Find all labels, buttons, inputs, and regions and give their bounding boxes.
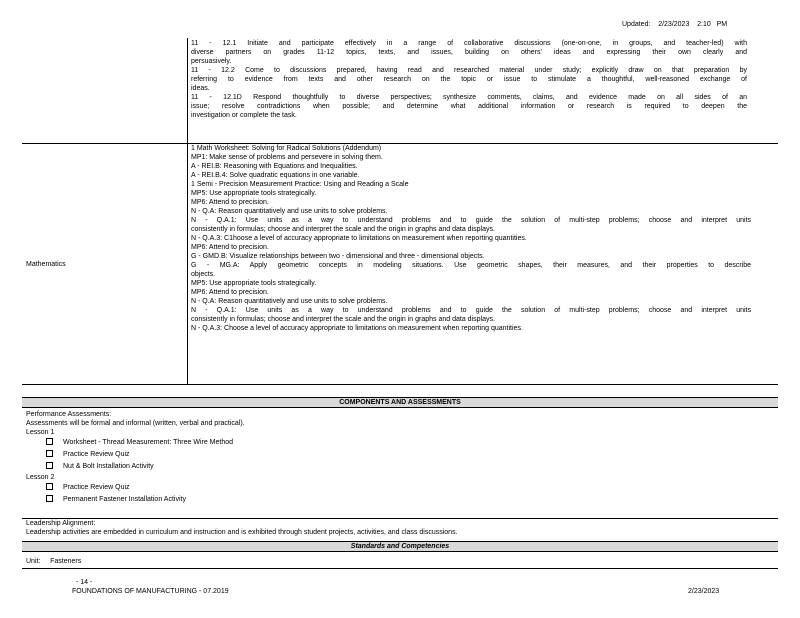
unit-row — [26, 557, 81, 566]
leadership-block — [26, 519, 766, 537]
standards-competencies-heading: Standards and Competencies — [22, 542, 778, 551]
updated-label: Updated: — [622, 21, 651, 28]
lesson-item: Nut & Bolt Installation Activity — [26, 461, 766, 473]
lesson-item: Permanent Fastener Installation Activity — [26, 494, 766, 506]
lesson-item: Worksheet - Thread Measurement: Three Wire Method — [26, 437, 766, 449]
lesson-item: Practice Review Quiz — [26, 482, 766, 494]
ela-line: 11 - 12.1D Respond thoughtfully to diverse perspectives; synthesize comments, claims, and evidence made on all sides of an — [191, 94, 747, 101]
subject-mathematics: Mathematics — [26, 261, 66, 268]
math-standards-block — [191, 144, 751, 333]
updated-timestamp — [622, 20, 727, 29]
checkbox-icon — [46, 438, 53, 445]
checkbox-icon — [46, 450, 53, 457]
ela-line: investigation or complete the task. — [191, 112, 297, 119]
footer-course: FOUNDATIONS OF MANUFACTURING - 07.2019 — [72, 588, 229, 595]
checkbox-icon — [46, 462, 53, 469]
ela-line: issue; resolve contradictions when possible; and determine what additional information or research is required to deepen the — [191, 103, 747, 110]
ela-line: 11 - 12.1 Initiate and participate effectively in a range of collaborative discussions (one-on-one, in groups, and teacher-led) with — [191, 40, 747, 47]
updated-meridiem: PM — [716, 21, 728, 28]
performance-assessments-block — [26, 410, 766, 506]
math-line: MP5: Use appropriate tools strategically. — [191, 280, 317, 287]
components-assessments-heading: COMPONENTS AND ASSESSMENTS — [22, 398, 778, 407]
math-line: N - Q.A: Reason quantitatively and use units to solve problems. — [191, 208, 388, 215]
leadership-text: Leadership activities are embedded in curriculum and instruction and is exhibited through student projects, activities, and class discussions. — [26, 529, 458, 536]
footer-page-number: - 14 - — [76, 579, 93, 586]
footer-date: 2/23/2023 — [688, 588, 720, 595]
math-line: MP6: Attend to precision. — [191, 199, 269, 206]
leadership-heading: Leadership Alignment: — [26, 520, 96, 527]
ela-line: persuasively. — [191, 58, 232, 65]
math-line: MP6: Attend to precision. — [191, 244, 269, 251]
performance-intro: Assessments will be formal and informal (written, verbal and practical). — [26, 420, 245, 427]
checkbox-icon — [46, 495, 53, 502]
components-bottom-line — [22, 407, 778, 408]
ela-line: 11 - 12.2 Come to discussions prepared, having read and researched material under study; explicitly draw on that preparation by — [191, 67, 747, 74]
lesson-label: Lesson 2 — [26, 474, 55, 481]
checkbox-icon — [46, 483, 53, 490]
ela-standards-block — [191, 39, 747, 120]
updated-time: 2:10 — [697, 21, 711, 28]
math-line: 1 Semi - Precision Measurement Practice: Using and Reading a Scale — [191, 181, 409, 188]
unit-bottom-line — [22, 568, 778, 569]
math-line: objects. — [191, 271, 216, 278]
unit-label: Unit: — [26, 558, 41, 565]
math-line: A - REI.B.4: Solve quadratic equations in one variable. — [191, 172, 360, 179]
updated-date: 2/23/2023 — [658, 21, 690, 28]
math-line: 1 Math Worksheet: Solving for Radical Solutions (Addendum) — [191, 145, 382, 152]
column-divider — [187, 38, 188, 384]
math-line: consistently in formulas; choose and interpret the scale and the origin in graphs and data displays. — [191, 316, 495, 323]
math-line: N - Q.A.3: Choose a level of accuracy appropriate to limitations on measurement when reporting quantities. — [191, 325, 523, 332]
table-bottom-line — [22, 384, 778, 385]
math-line: A - REI.B: Reasoning with Equations and Inequalities. — [191, 163, 358, 170]
math-line: N - Q.A.1: Use units as a way to understand problems and to guide the solution of multi-step problems; choose and interpret units — [191, 307, 751, 314]
unit-value: Fasteners — [50, 558, 82, 565]
ela-line: referring to evidence from texts and other research on the topic or issue to stimulate a thoughtful, well-reasoned exchange of — [191, 76, 747, 83]
math-line: MP5: Use appropriate tools strategically. — [191, 190, 317, 197]
math-line: MP6: Attend to precision. — [191, 289, 269, 296]
math-line: MP1: Make sense of problems and persevere in solving them. — [191, 154, 383, 161]
math-line: N - Q.A: Reason quantitatively and use units to solve problems. — [191, 298, 388, 305]
lesson-label: Lesson 1 — [26, 429, 55, 436]
performance-heading: Performance Assessments: — [26, 411, 112, 418]
math-line: N - Q.A.3: C1hoose a level of accuracy appropriate to limitations on measurement when reporting quantities. — [191, 235, 527, 242]
ela-line: ideas. — [191, 85, 210, 92]
math-line: G - GMD.B: Visualize relationships between two - dimensional and three - dimensional objects. — [191, 253, 485, 260]
standards-bottom-line — [22, 551, 778, 552]
ela-line: diverse partners on grades 11-12 topics, texts, and issues, building on others' ideas and expressing their own clearly and — [191, 49, 747, 56]
math-line: G - MG.A: Apply geometric concepts in modeling situations. Use geometric shapes, their measures, and their properties to describe — [191, 262, 751, 269]
lesson-item: Practice Review Quiz — [26, 449, 766, 461]
math-line: consistently in formulas; choose and interpret the scale and the origin in graphs and data displays. — [191, 226, 495, 233]
math-line: N - Q.A.1: Use units as a way to understand problems and to guide the solution of multi-step problems; choose and interpret units — [191, 217, 751, 224]
